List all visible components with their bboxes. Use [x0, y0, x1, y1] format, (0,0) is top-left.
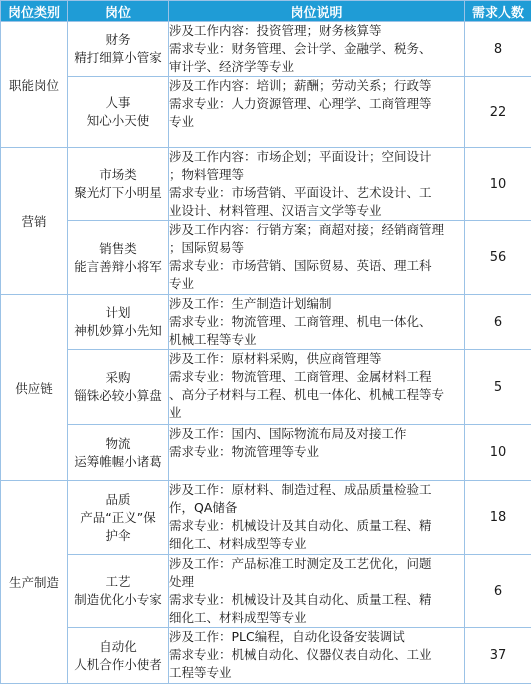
position-cell [68, 22, 169, 77]
table-row [1, 555, 531, 628]
headcount-cell: 6 [465, 555, 531, 628]
headcount-cell: 10 [465, 148, 531, 221]
description-cell: 涉及工作内容：培训；薪酬；劳动关系；行政等 需求专业：人力资源管理、心理学、工商管理等 专业 [169, 77, 465, 148]
position-cell [68, 295, 169, 350]
position-nickname: 精打细算小管家 [68, 49, 168, 67]
position-cell [68, 425, 169, 481]
header-count: 需求人数 [465, 1, 531, 22]
table-body [1, 22, 531, 684]
position-title: 自动化 [68, 638, 168, 656]
position-nickname: 能言善辩小将军 [68, 258, 168, 276]
headcount-cell: 22 [465, 77, 531, 148]
headcount-cell: 18 [465, 481, 531, 555]
position-nickname: 知心小天使 [68, 112, 168, 130]
position-title: 采购 [68, 369, 168, 387]
position-nickname: 锱铢必较小算盘 [68, 387, 168, 405]
headcount-cell: 10 [465, 425, 531, 481]
headcount-cell: 37 [465, 628, 531, 684]
headcount-cell: 6 [465, 295, 531, 350]
description-cell: 涉及工作内容：投资管理；财务核算等 需求专业：财务管理、会计学、金融学、税务、 审计学、经济学等专业 [169, 22, 465, 77]
position-cell [68, 350, 169, 425]
table-row [1, 350, 531, 425]
category-cell: 供应链 [1, 295, 68, 481]
position-nickname: 产品“正义”保 护伞 [68, 509, 168, 545]
table-row [1, 221, 531, 295]
headcount-cell: 56 [465, 221, 531, 295]
description-cell: 涉及工作内容：行销方案；商超对接；经销商管理 ；国际贸易等 需求专业：市场营销、国际贸易、英语、理工科 专业 [169, 221, 465, 295]
description-cell: 涉及工作：PLC编程，自动化设备安装调试 需求专业：机械自动化、仪器仪表自动化、工业 工程等专业 [169, 628, 465, 684]
position-title: 计划 [68, 304, 168, 322]
position-title: 物流 [68, 435, 168, 453]
table-row [1, 628, 531, 684]
description-cell: 涉及工作：产品标准工时测定及工艺优化，问题 处理 需求专业：机械设计及其自动化、质量工程、精 细化工、材料成型等专业 [169, 555, 465, 628]
position-nickname: 人机合作小使者 [68, 656, 168, 674]
header-position: 岗位 [68, 1, 169, 22]
category-cell: 职能岗位 [1, 22, 68, 148]
description-cell: 涉及工作：原材料、制造过程、成品质量检验工 作，QA储备 需求专业：机械设计及其自动化、质量工程、精 细化工、材料成型等专业 [169, 481, 465, 555]
category-cell: 营销 [1, 148, 68, 295]
position-nickname: 神机妙算小先知 [68, 322, 168, 340]
position-cell [68, 555, 169, 628]
position-title: 销售类 [68, 240, 168, 258]
headcount-cell: 5 [465, 350, 531, 425]
table-row [1, 22, 531, 77]
description-cell: 涉及工作内容：市场企划；平面设计；空间设计 ；物料管理等 需求专业：市场营销、平面设计、艺术设计、工 业设计、材料管理、汉语言文学等专业 [169, 148, 465, 221]
table-row [1, 481, 531, 555]
table-row [1, 148, 531, 221]
table-row [1, 77, 531, 148]
description-cell: 涉及工作：原材料采购，供应商管理等 需求专业：物流管理、工商管理、金属材料工程 、高分子材料与工程、机电一体化、机械工程等专 业 [169, 350, 465, 425]
description-cell: 涉及工作：生产制造计划编制 需求专业：物流管理、工商管理、机电一体化、 机械工程等专业 [169, 295, 465, 350]
header-description: 岗位说明 [169, 1, 465, 22]
category-cell: 生产制造 [1, 481, 68, 684]
position-cell [68, 221, 169, 295]
table-header-row [1, 1, 531, 22]
header-category: 岗位类别 [1, 1, 68, 22]
position-title: 工艺 [68, 573, 168, 591]
position-cell [68, 628, 169, 684]
position-cell [68, 148, 169, 221]
position-title: 人事 [68, 94, 168, 112]
position-nickname: 制造优化小专家 [68, 591, 168, 609]
table-row [1, 295, 531, 350]
position-cell [68, 481, 169, 555]
position-title: 品质 [68, 491, 168, 509]
description-cell: 涉及工作：国内、国际物流布局及对接工作 需求专业：物流管理等专业 [169, 425, 465, 481]
position-nickname: 运筹帷幄小诸葛 [68, 453, 168, 471]
headcount-cell: 8 [465, 22, 531, 77]
position-cell [68, 77, 169, 148]
position-title: 财务 [68, 31, 168, 49]
table-row [1, 425, 531, 481]
position-nickname: 聚光灯下小明星 [68, 184, 168, 202]
position-title: 市场类 [68, 166, 168, 184]
